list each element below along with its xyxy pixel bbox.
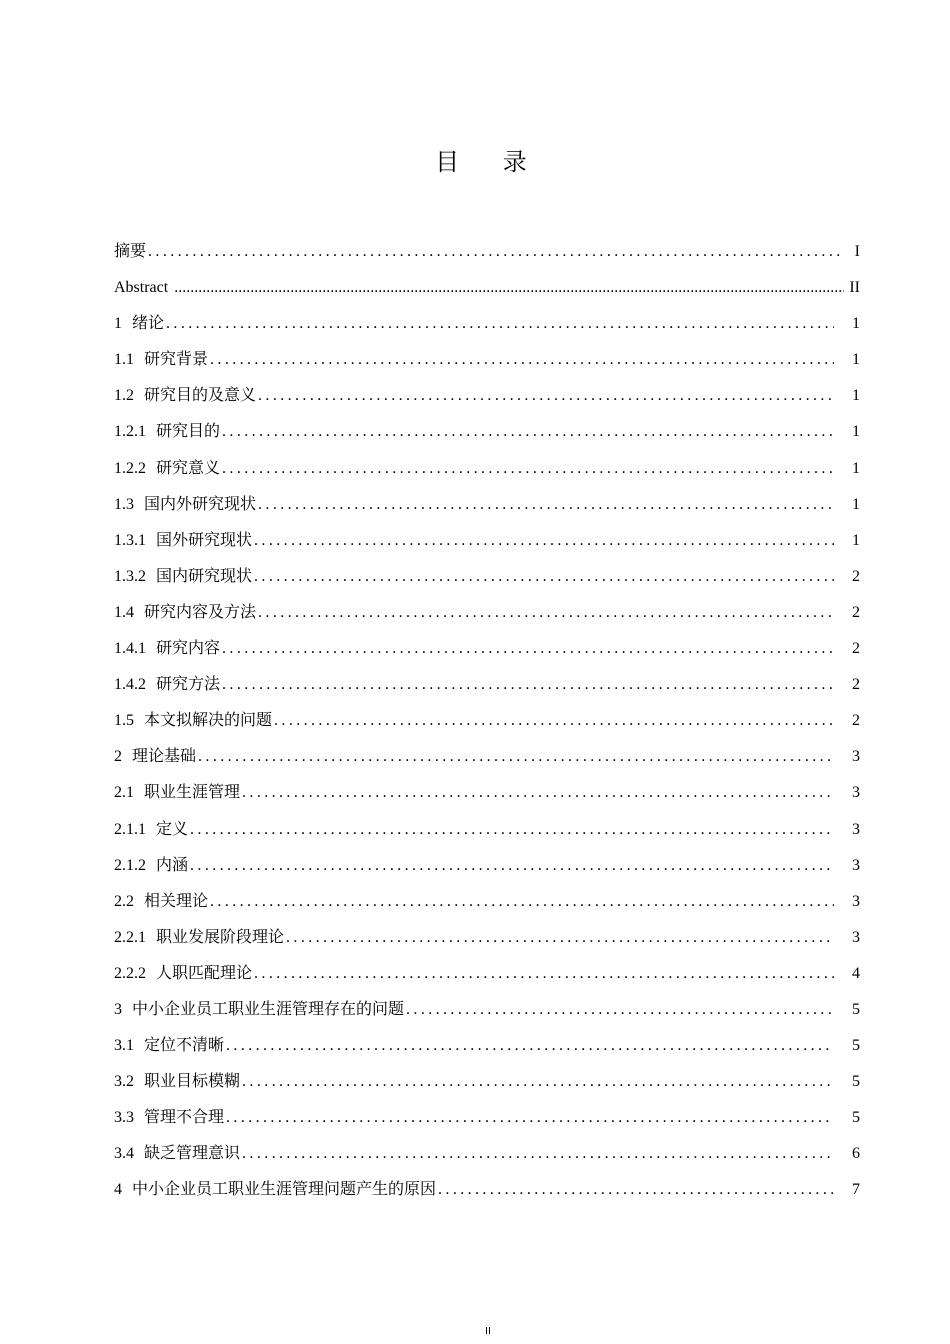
toc-entry[interactable] xyxy=(114,956,860,992)
toc-entry-page: 1 xyxy=(852,315,860,333)
toc-entry-number: 2.2.2 xyxy=(114,964,146,982)
toc-leader-dots xyxy=(254,956,834,992)
toc-entry[interactable] xyxy=(114,775,860,811)
toc-entry-page: 5 xyxy=(852,1109,860,1127)
toc-entry-label xyxy=(114,884,208,920)
toc-entry-page: 1 xyxy=(852,531,860,549)
toc-entry-title: 研究方法 xyxy=(156,676,221,694)
toc-entry[interactable] xyxy=(114,992,860,1028)
toc-entry[interactable] xyxy=(114,848,860,884)
toc-entry-label xyxy=(114,559,252,595)
toc-entry[interactable] xyxy=(114,1136,860,1172)
toc-entry-label xyxy=(114,342,208,378)
toc-entry-number: 2.1.1 xyxy=(114,820,146,838)
page-number: II xyxy=(485,1326,491,1337)
toc-entry-title: 本文拟解决的问题 xyxy=(144,712,273,730)
toc-entry-page: 3 xyxy=(852,784,860,802)
toc-entry[interactable] xyxy=(114,451,860,487)
toc-entry-page: 1 xyxy=(852,351,860,369)
toc-entry-title: 研究目的及意义 xyxy=(144,387,257,405)
toc-entry-title: 研究背景 xyxy=(144,351,209,369)
toc-entry[interactable] xyxy=(114,234,860,270)
toc-entry-label xyxy=(114,1064,240,1100)
toc-entry-label xyxy=(114,523,252,559)
toc-leader-dots xyxy=(226,1028,834,1064)
toc-entry-title: 管理不合理 xyxy=(144,1109,225,1127)
toc-entry-label xyxy=(114,487,256,523)
toc-entry-label xyxy=(114,306,164,342)
toc-entry-number: 1.2.1 xyxy=(114,423,146,441)
toc-entry[interactable] xyxy=(114,812,860,848)
page-title: 目 录 xyxy=(435,148,545,176)
toc-entry-page: 5 xyxy=(852,1037,860,1055)
toc-entry-number: 1.2.2 xyxy=(114,459,146,477)
toc-entry-label xyxy=(114,703,272,739)
toc-entry-number: 3 xyxy=(114,1000,122,1018)
toc-entry-number: 3.3 xyxy=(114,1109,134,1127)
toc-entry-label xyxy=(114,595,256,631)
toc-entry[interactable] xyxy=(114,1028,860,1064)
toc-entry-label xyxy=(114,451,220,487)
toc-entry-number: 2 xyxy=(114,748,122,766)
toc-leader-dots xyxy=(258,487,834,523)
toc-entry-number: 1.4.2 xyxy=(114,676,146,694)
toc-leader-dots xyxy=(274,703,834,739)
toc-entry-page: 2 xyxy=(852,640,860,658)
toc-leader-dots xyxy=(242,1064,834,1100)
toc-entry-number: 3.2 xyxy=(114,1073,134,1091)
toc-entry-label xyxy=(114,775,240,811)
toc-entry[interactable] xyxy=(114,559,860,595)
toc-entry-label xyxy=(114,992,404,1028)
toc-entry-page: 2 xyxy=(852,603,860,621)
toc-entry-title: 内涵 xyxy=(156,856,189,874)
toc-leader-dots xyxy=(406,992,834,1028)
toc-entry-page: 2 xyxy=(852,676,860,694)
toc-entry[interactable] xyxy=(114,739,860,775)
toc-entry-number: 3.4 xyxy=(114,1145,134,1163)
toc-entry[interactable] xyxy=(114,306,860,342)
toc-entry[interactable] xyxy=(114,595,860,631)
toc-leader-dots xyxy=(174,270,844,306)
toc-entry-title: 理论基础 xyxy=(132,748,197,766)
toc-entry-label xyxy=(114,667,220,703)
toc-entry-number: 1.3 xyxy=(114,495,134,513)
toc-entry-number: 1.1 xyxy=(114,351,134,369)
toc-entry-page: 3 xyxy=(852,820,860,838)
toc-entry-title: 国外研究现状 xyxy=(156,531,253,549)
toc-entry-number: 1 xyxy=(114,315,122,333)
toc-entry-page: 1 xyxy=(852,387,860,405)
toc-entry-page: 6 xyxy=(852,1145,860,1163)
toc-entry-number: 3.1 xyxy=(114,1037,134,1055)
toc-leader-dots xyxy=(148,234,844,270)
toc-leader-dots xyxy=(222,631,834,667)
toc-entry-number: 2.1 xyxy=(114,784,134,802)
toc-leader-dots xyxy=(222,451,834,487)
toc-entry-label xyxy=(114,848,188,884)
toc-entry-page: I xyxy=(854,243,860,260)
toc-leader-dots xyxy=(254,523,834,559)
toc-entry[interactable] xyxy=(114,523,860,559)
toc-entry-title: 定位不清晰 xyxy=(144,1037,225,1055)
toc-entry-title: 国内外研究现状 xyxy=(144,495,257,513)
toc-entry[interactable] xyxy=(114,1064,860,1100)
toc-entry-label xyxy=(114,270,168,306)
toc-entry-page: 3 xyxy=(852,892,860,910)
toc-entry-number: 1.5 xyxy=(114,712,134,730)
toc-entry-number: 1.2 xyxy=(114,387,134,405)
toc-entry-label xyxy=(114,414,220,450)
toc-entry-label xyxy=(114,1028,224,1064)
toc-entry-page: 2 xyxy=(852,712,860,730)
toc-leader-dots xyxy=(222,414,834,450)
toc-entry-label xyxy=(114,739,196,775)
toc-leader-dots xyxy=(438,1172,834,1208)
toc-entry-title: 研究意义 xyxy=(156,459,221,477)
toc-leader-dots xyxy=(190,812,834,848)
toc-entry-title: 绪论 xyxy=(132,315,165,333)
toc-entry[interactable] xyxy=(114,631,860,667)
toc-entry[interactable] xyxy=(114,487,860,523)
toc-entry-page: II xyxy=(849,279,860,297)
toc-leader-dots xyxy=(226,1100,834,1136)
toc-entry-title: 中小企业员工职业生涯管理存在的问题 xyxy=(132,1000,405,1018)
toc-entry-label xyxy=(114,920,284,956)
toc-entry-page: 3 xyxy=(852,928,860,946)
toc-leader-dots xyxy=(258,595,834,631)
toc-entry-page: 3 xyxy=(852,856,860,874)
toc-entry-page: 1 xyxy=(852,423,860,441)
toc-entry-title: 摘要 xyxy=(114,243,147,260)
toc-leader-dots xyxy=(166,306,834,342)
toc-leader-dots xyxy=(286,920,834,956)
toc-entry[interactable] xyxy=(114,414,860,450)
toc-leader-dots xyxy=(222,667,834,703)
toc-entry[interactable] xyxy=(114,667,860,703)
toc-entry-page: 1 xyxy=(852,459,860,477)
toc-entry-page: 4 xyxy=(852,964,860,982)
toc-entry-title: 国内研究现状 xyxy=(156,567,253,585)
toc-entry-title: 研究内容 xyxy=(156,640,221,658)
toc-entry-title: 研究内容及方法 xyxy=(144,603,257,621)
toc-entry-label xyxy=(114,1172,436,1208)
toc-entry-number: 2.1.2 xyxy=(114,856,146,874)
toc-entry-title: 职业目标模糊 xyxy=(144,1073,241,1091)
table-of-contents xyxy=(114,234,860,1209)
toc-entry[interactable] xyxy=(114,270,860,306)
toc-entry-number: 1.3.2 xyxy=(114,567,146,585)
toc-entry[interactable] xyxy=(114,1100,860,1136)
toc-entry-page: 1 xyxy=(852,495,860,513)
toc-entry-title: 相关理论 xyxy=(144,892,209,910)
toc-entry-number: 1.4 xyxy=(114,603,134,621)
toc-entry-label xyxy=(114,812,188,848)
toc-leader-dots xyxy=(254,559,834,595)
toc-entry-label xyxy=(114,1136,240,1172)
toc-entry-page: 3 xyxy=(852,748,860,766)
toc-entry-title: 人职匹配理论 xyxy=(156,964,253,982)
toc-entry[interactable] xyxy=(114,884,860,920)
toc-entry-label xyxy=(114,378,256,414)
toc-entry-number: 4 xyxy=(114,1181,122,1199)
toc-entry-label xyxy=(114,956,252,992)
toc-entry-page: 5 xyxy=(852,1000,860,1018)
toc-entry-title: 职业发展阶段理论 xyxy=(156,928,285,946)
toc-entry-number: 1.3.1 xyxy=(114,531,146,549)
toc-leader-dots xyxy=(190,848,834,884)
toc-entry-number: 2.2.1 xyxy=(114,928,146,946)
toc-leader-dots xyxy=(258,378,834,414)
toc-entry[interactable] xyxy=(114,378,860,414)
toc-entry-title: 职业生涯管理 xyxy=(144,784,241,802)
toc-entry-page: 2 xyxy=(852,567,860,585)
toc-entry[interactable] xyxy=(114,920,860,956)
toc-entry-number: 2.2 xyxy=(114,892,134,910)
toc-leader-dots xyxy=(210,884,834,920)
toc-entry-title: 缺乏管理意识 xyxy=(144,1145,241,1163)
toc-entry-page: 5 xyxy=(852,1073,860,1091)
toc-entry-title: 中小企业员工职业生涯管理问题产生的原因 xyxy=(132,1181,437,1199)
toc-entry-label xyxy=(114,234,146,270)
toc-entry-label xyxy=(114,631,220,667)
toc-entry-title: 研究目的 xyxy=(156,423,221,441)
toc-entry[interactable] xyxy=(114,703,860,739)
toc-entry-title: 定义 xyxy=(156,820,189,838)
toc-entry-title: Abstract xyxy=(114,279,169,297)
toc-leader-dots xyxy=(198,739,834,775)
toc-entry[interactable] xyxy=(114,342,860,378)
toc-entry[interactable] xyxy=(114,1172,860,1208)
toc-leader-dots xyxy=(242,775,834,811)
toc-leader-dots xyxy=(242,1136,834,1172)
toc-entry-label xyxy=(114,1100,224,1136)
toc-leader-dots xyxy=(210,342,834,378)
toc-entry-page: 7 xyxy=(852,1181,860,1199)
toc-entry-number: 1.4.1 xyxy=(114,640,146,658)
